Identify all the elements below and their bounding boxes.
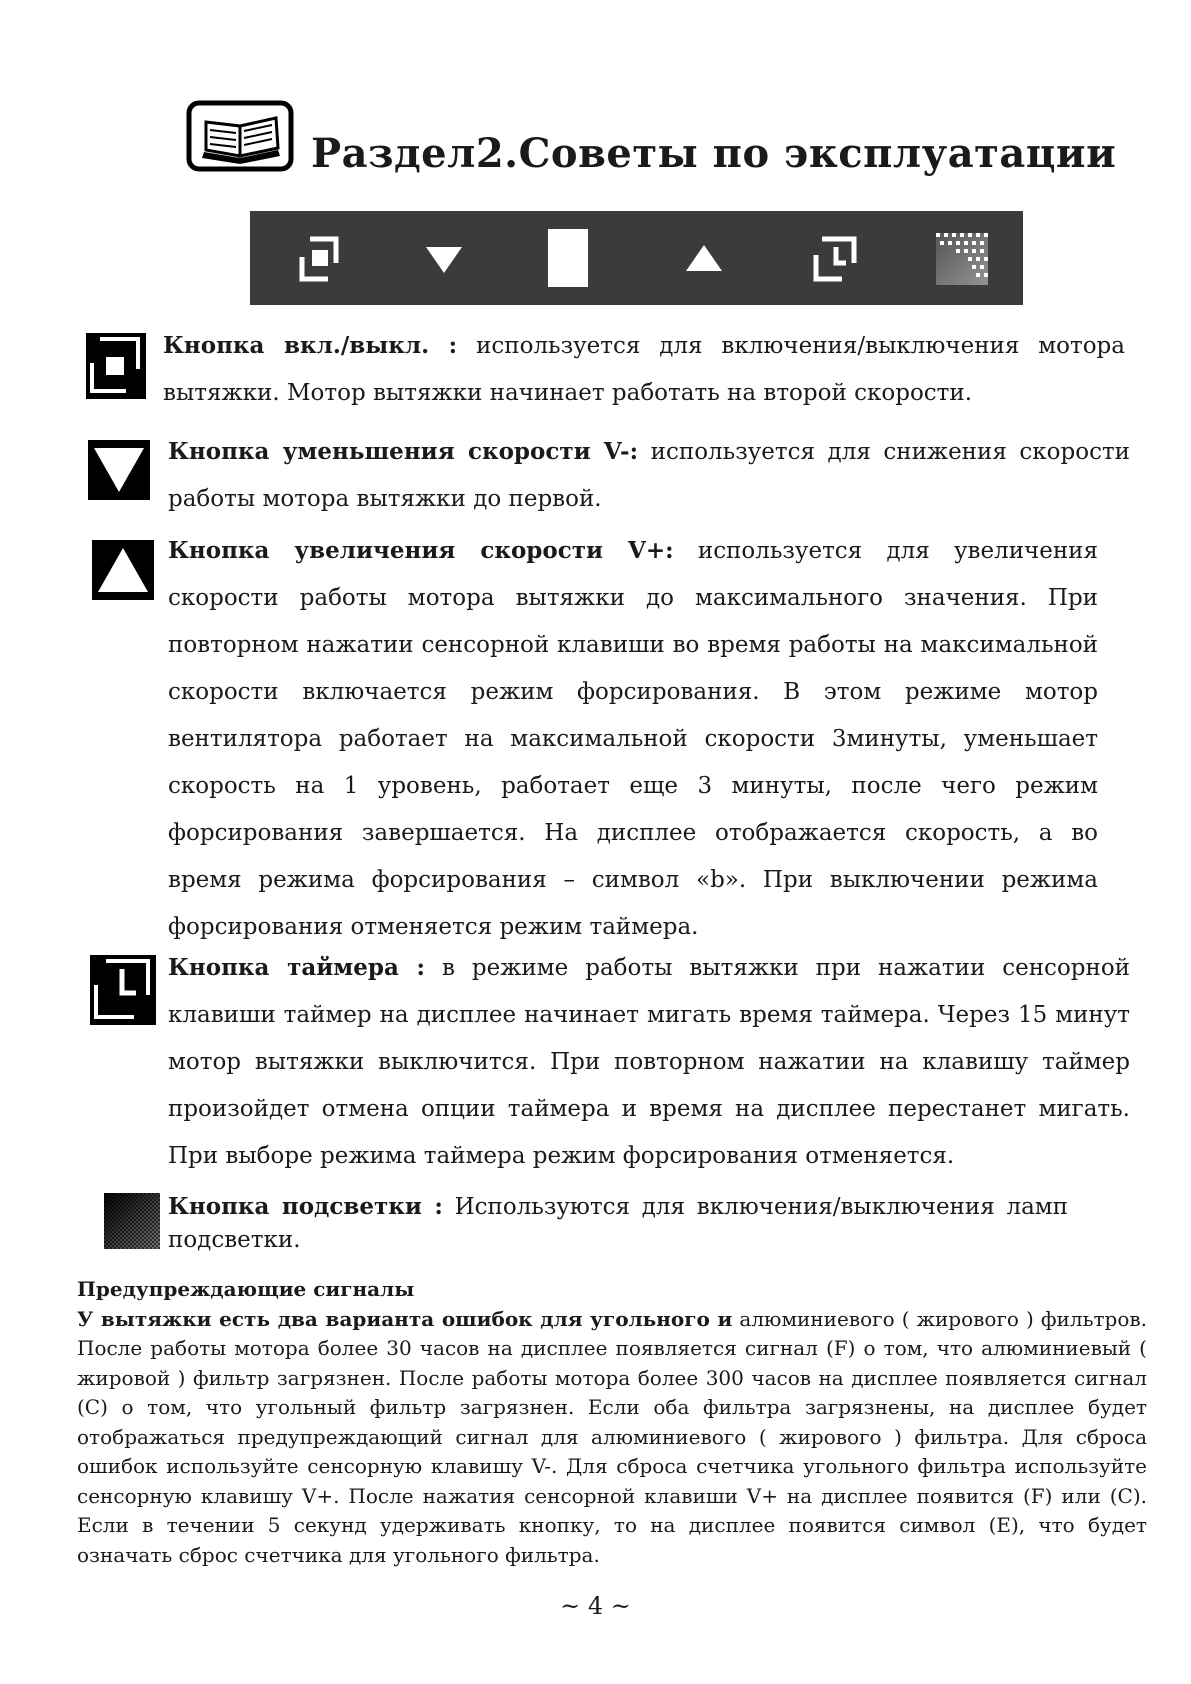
section-speed-down-body: используется для снижения скорости работы мотора вытяжки до первой. [168,439,1131,512]
page-number: ~ 4 ~ [560,1592,631,1620]
control-panel [250,211,1023,305]
arrow-up-icon [92,540,154,600]
section-timer-body: в режиме работы вытяжки при нажатии сенсорной клавиши таймер на дисплее начинает мигать время таймера. Через 15 минут мотор вытяжки выключится. При повторном нажатии на клавишу таймер произойдет отмена опции таймера и время на дисплее перестанет мигать. При выборе режима таймера режим форсирования отменяется. [168,955,1131,1169]
arrow-down-icon [88,440,150,500]
section-speed-up-text [168,527,1098,951]
warnings-heading: Предупреждающие сигналы [77,1277,415,1301]
warnings-text: алюминиевого ( жирового ) фильтров. После работы мотора более 30 часов на дисплее появляется сигнал (F) о том, что алюминиевый ( жировой ) фильтр загрязнен. После работы мотора более 300 часов на дисплее появляется сигнал (C) о том, что угольный фильтр загрязнен. Если оба фильтра загрязнены, на дисплее будет отображаться предупреждающий сигнал для алюминиевого ( жирового ) фильтра. Для сброса ошибок используйте сенсорную клавишу V-. Для сброса счетчика угольного фильтра используйте сенсорную клавишу V+. После нажатия сенсорной клавиши V+ на дисплее появится (F) или (C). Если в течении 5 секунд удерживать кнопку, то на дисплее появится символ (E), что будет означать сброс счетчика для угольного фильтра. [77,1306,1148,1567]
book-icon [186,100,294,172]
section-light-title: Кнопка подсветки : [168,1193,443,1220]
section-speed-up-title: Кнопка увеличения скорости V+: [168,537,674,564]
section-header [186,100,1117,180]
arrow-up-icon[interactable] [678,233,730,285]
section-speed-down-title: Кнопка уменьшения скорости V-: [168,438,639,465]
power-icon[interactable] [296,233,348,285]
light-icon[interactable] [936,233,988,285]
light-icon [104,1193,160,1249]
section-power-body: используется для включения/выключения мотора вытяжки. Мотор вытяжки начинает работать на второй скорости. [163,333,1125,406]
section-power-text [163,322,1125,417]
page-title: Раздел2.Советы по эксплуатации [311,130,1117,177]
arrow-down-icon[interactable] [418,233,470,285]
timer-icon[interactable] [810,233,862,285]
section-timer-text [168,944,1130,1180]
section-power-title: Кнопка вкл./выкл. : [163,332,458,359]
section-timer-title: Кнопка таймера : [168,954,426,981]
section-speed-down-text [168,428,1130,523]
warnings-block [77,1275,1147,1570]
section-light-body: Используются для включения/выключения ламп подсветки. [168,1194,1069,1253]
display-icon [548,229,588,287]
section-speed-up-body: используется для увеличения скорости работы мотора вытяжки до максимального значения. При повторном нажатии сенсорной клавиши во время работы на максимальной скорости включается режим форсирования. В этом режиме мотор вентилятора работает на максимальной скорости 3минуты, уменьшает скорость на 1 уровень, работает еще 3 минуты, после чего режим форсирования завершается. На дисплее отображается скорость, а во время режима форсирования – символ «b». При выключении режима форсирования отменяется режим таймера. [168,538,1099,940]
section-light-text [168,1190,1068,1257]
timer-icon [90,955,156,1025]
warnings-lead: У вытяжки есть два варианта ошибок для угольного и [77,1306,733,1331]
power-icon [86,333,146,399]
